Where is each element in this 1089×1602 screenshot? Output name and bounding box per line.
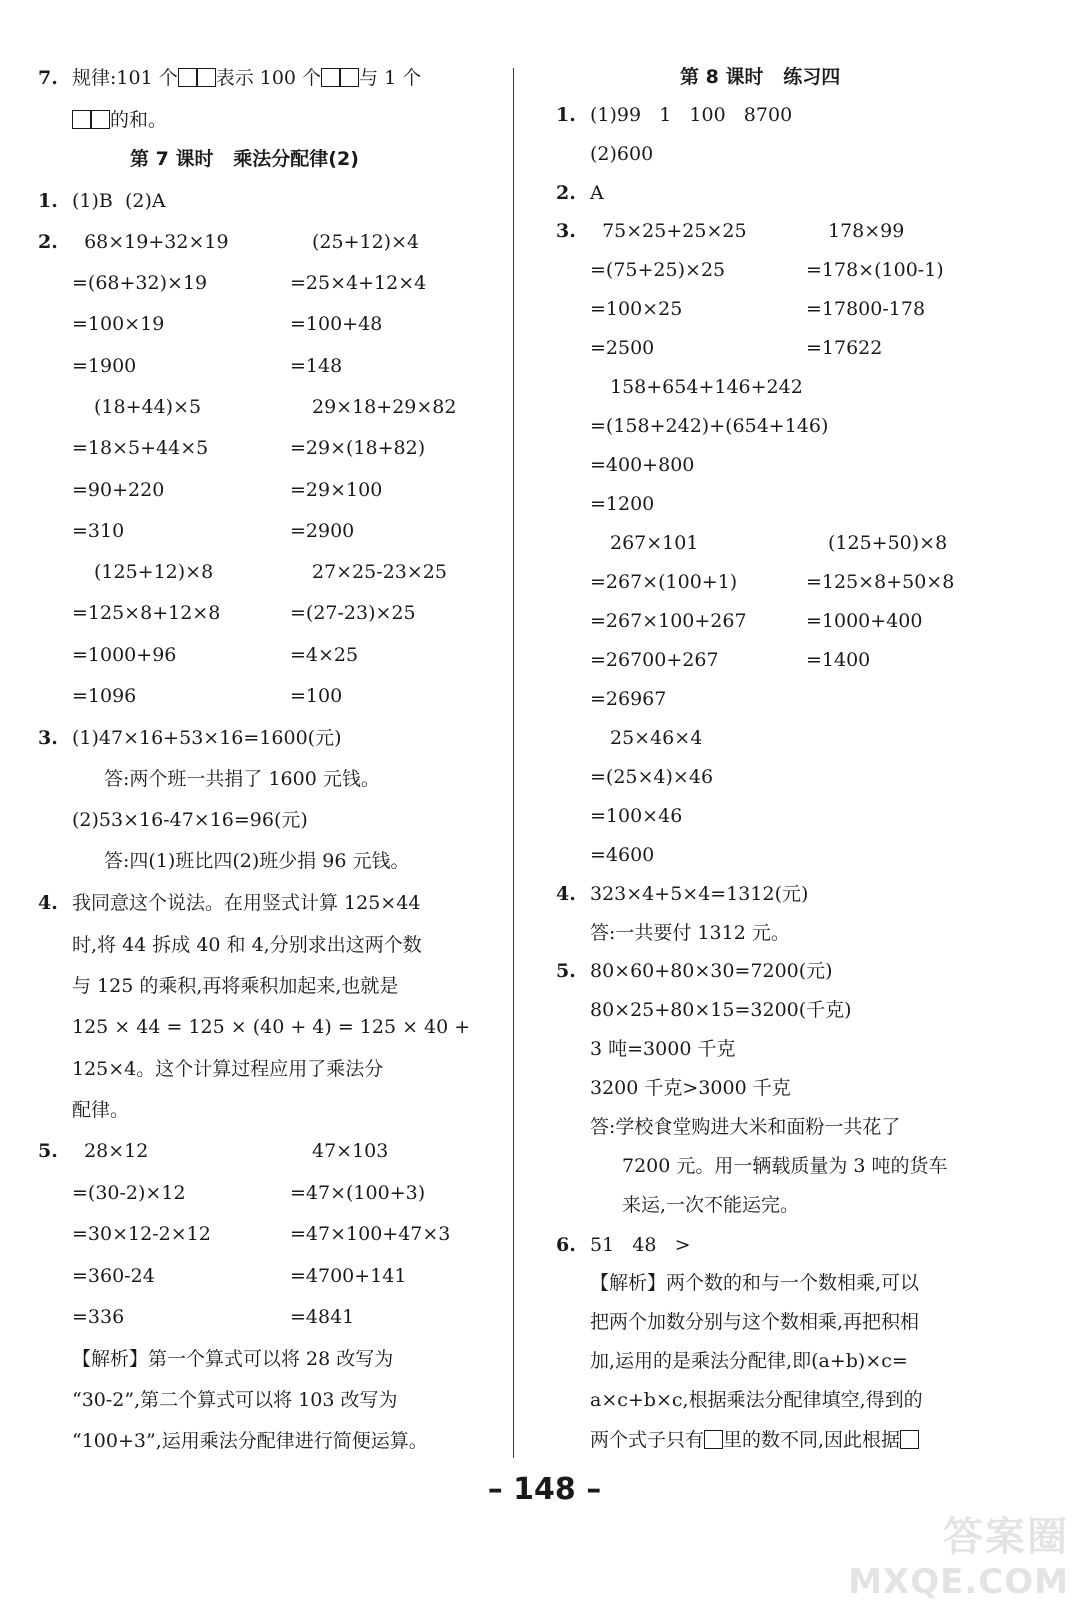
answer-text: =17622 (806, 337, 883, 359)
answer-line (72, 1225, 211, 1244)
answer-line (590, 1313, 919, 1332)
answer-line (590, 924, 790, 943)
blank-box (72, 110, 91, 129)
answer-text: =1200 (590, 493, 655, 515)
answer-text: 时,将 44 拆成 40 和 4,分别求出这两个数 (72, 934, 422, 956)
answer-line (590, 300, 682, 319)
answer-text: 51 48 > (590, 1234, 691, 1256)
answer-text: =400+800 (590, 454, 695, 476)
answer-line (590, 1352, 908, 1371)
answer-text: a×c+b×c,根据乘法分配律填空,得到的 (590, 1389, 923, 1411)
answer-text: “100+3”,运用乘法分配律进行简便运算。 (72, 1430, 428, 1452)
answer-text: =267×100+267 (590, 610, 747, 632)
answer-text: 第 8 课时 练习四 (680, 66, 841, 88)
answer-text: =18×5+44×5 (72, 437, 209, 459)
answer-text: 158+654+146+242 (610, 376, 803, 398)
answer-line (556, 962, 833, 981)
blank-box (704, 1430, 723, 1449)
answer-line (72, 110, 167, 130)
answer-line (38, 729, 341, 748)
answer-line (72, 687, 136, 706)
answer-line (806, 300, 925, 319)
answer-text: 加,运用的是乘法分配律,即(a+b)×c= (590, 1350, 908, 1372)
answer-line (828, 534, 947, 553)
answer-line (72, 936, 422, 955)
answer-text: 【解析】两个数的和与一个数相乘,可以 (590, 1272, 920, 1294)
answer-line (806, 261, 944, 280)
answer-line (72, 811, 308, 830)
answer-text: 68×19+32×19 (72, 231, 229, 253)
answer-line (590, 1391, 923, 1410)
answer-line (94, 398, 201, 417)
column-divider (513, 68, 514, 1458)
answer-text: =125×8+12×8 (72, 602, 221, 624)
answer-text: =47×100+47×3 (290, 1223, 451, 1245)
answer-line (590, 456, 694, 475)
answer-text: =(25×4)×46 (590, 766, 714, 788)
answer-text: 27×25-23×25 (312, 561, 447, 583)
blank-box (197, 68, 216, 87)
answer-line (590, 768, 713, 787)
question-number: 5. (38, 1140, 58, 1162)
page-number: – 148 – (487, 1472, 602, 1507)
answer-text: 与 125 的乘积,再将乘积加起来,也就是 (72, 975, 399, 997)
answer-line (72, 1391, 398, 1410)
answer-line (72, 274, 207, 293)
answer-text: 答:一共要付 1312 元。 (590, 922, 790, 944)
question-number: 2. (38, 231, 58, 253)
answer-text: =(75+25)×25 (590, 259, 726, 281)
answer-text: =100×46 (590, 805, 683, 827)
answer-line (590, 495, 654, 514)
answer-line (312, 233, 419, 252)
answer-text: =4×25 (290, 644, 359, 666)
answer-text: 规律:101 个 表示 100 个 与 1 个 (72, 67, 422, 89)
answer-text: =2500 (590, 337, 655, 359)
answer-line (72, 439, 208, 458)
answer-text: 两个式子只有 里的数不同,因此根据 (590, 1429, 919, 1451)
answer-text: 80×60+80×30=7200(元) (590, 960, 833, 982)
answer-text: 答:两个班一共捐了 1600 元钱。 (104, 768, 380, 790)
question-number: 7. (38, 67, 58, 89)
answer-text: 25×46×4 (610, 727, 703, 749)
answer-line (290, 1308, 354, 1327)
answer-line (72, 1308, 124, 1327)
answer-text: =4600 (590, 844, 655, 866)
answer-line (38, 233, 229, 252)
answer-line (72, 522, 124, 541)
answer-text: =1900 (72, 355, 137, 377)
answer-text: A (590, 182, 604, 204)
answer-line (556, 885, 808, 904)
question-number: 2. (556, 182, 576, 204)
answer-text: “30-2”,第二个算式可以将 103 改写为 (72, 1389, 398, 1411)
answer-line (72, 1267, 155, 1286)
answer-text: =100 (290, 685, 343, 707)
answer-text: =178×(100-1) (806, 259, 944, 281)
section-heading (130, 150, 359, 169)
answer-line (38, 894, 420, 913)
watermark-line-1: 答案圈 (943, 1514, 1069, 1560)
blank-box (340, 68, 359, 87)
answer-text: 323×4+5×4=1312(元) (590, 883, 809, 905)
answer-text: =25×4+12×4 (290, 272, 427, 294)
answer-text: 125 × 44 = 125 × (40 + 4) = 125 × 40 + (72, 1016, 471, 1038)
answer-text: =1000+96 (72, 644, 177, 666)
answer-text: =336 (72, 1306, 125, 1328)
answer-text: =17800-178 (806, 298, 926, 320)
answer-line (590, 612, 747, 631)
answer-line (312, 398, 456, 417)
answer-line (590, 651, 719, 670)
answer-text: (2)600 (590, 143, 654, 165)
answer-line (290, 274, 426, 293)
answer-line (290, 1225, 450, 1244)
answer-text: =90+220 (72, 479, 165, 501)
answer-text: =1096 (72, 685, 137, 707)
answer-text: =30×12-2×12 (72, 1223, 211, 1245)
answer-line (590, 339, 654, 358)
answer-line (72, 1350, 393, 1369)
blank-box (178, 68, 197, 87)
answer-text: =1000+400 (806, 610, 923, 632)
blank-box (321, 68, 340, 87)
watermark-logo (848, 1505, 1069, 1602)
answer-line (556, 222, 747, 241)
question-number: 3. (556, 220, 576, 242)
answer-line (806, 573, 954, 592)
answer-line (290, 357, 342, 376)
answer-line (556, 1236, 691, 1255)
answer-text: =(30-2)×12 (72, 1182, 186, 1204)
answer-text: =29×(18+82) (290, 437, 426, 459)
answer-text: (2)53×16-47×16=96(元) (72, 809, 308, 831)
question-number: 6. (556, 1234, 576, 1256)
answer-line (590, 1001, 852, 1020)
answer-text: 47×103 (312, 1140, 389, 1162)
answer-text: 7200 元。用一辆载质量为 3 吨的货车 (622, 1155, 948, 1177)
answer-text: (1)47×16+53×16=1600(元) (72, 727, 342, 749)
answer-line (290, 1184, 425, 1203)
answer-line (590, 846, 654, 865)
answer-text: =100+48 (290, 313, 383, 335)
answer-text: =100×19 (72, 313, 165, 335)
question-number: 4. (556, 883, 576, 905)
blank-box (900, 1430, 919, 1449)
answer-line (104, 770, 380, 789)
answer-text: 29×18+29×82 (312, 396, 457, 418)
answer-text: 178×99 (828, 220, 905, 242)
answer-line (312, 563, 447, 582)
answer-text: 把两个加数分别与这个数相乘,再把积相 (590, 1311, 920, 1333)
question-number: 4. (38, 892, 58, 914)
answer-text: 3 吨=3000 千克 (590, 1038, 736, 1060)
answer-line (590, 690, 666, 709)
question-number: 3. (38, 727, 58, 749)
answer-line (290, 439, 425, 458)
section-heading (680, 68, 840, 87)
answer-line (590, 573, 737, 592)
answer-line (72, 315, 164, 334)
answer-text: =148 (290, 355, 343, 377)
answer-line (556, 184, 604, 203)
answer-line (806, 612, 922, 631)
answer-line (72, 1184, 186, 1203)
answer-line (104, 852, 410, 871)
answer-line (610, 729, 702, 748)
answer-line (590, 145, 653, 164)
answer-line (72, 1018, 470, 1037)
answer-text: =310 (72, 520, 125, 542)
answer-line (806, 651, 870, 670)
answer-line (610, 378, 803, 397)
answer-line (290, 481, 382, 500)
answer-line (828, 222, 904, 241)
answer-text: (125+50)×8 (828, 532, 948, 554)
answer-line (590, 1118, 900, 1137)
answer-line (312, 1142, 388, 1161)
answer-text: 80×25+80×15=3200(千克) (590, 999, 852, 1021)
question-number: 1. (38, 190, 58, 212)
question-number: 5. (556, 960, 576, 982)
answer-text: 28×12 (72, 1140, 149, 1162)
answer-line (590, 261, 725, 280)
answer-text: =2900 (290, 520, 355, 542)
blank-box (91, 110, 110, 129)
answer-text: 配律。 (72, 1099, 130, 1121)
answer-text: =47×(100+3) (290, 1182, 426, 1204)
answer-text: (18+44)×5 (94, 396, 202, 418)
answer-text: 答:学校食堂购进大米和面粉一共花了 (590, 1116, 901, 1138)
answer-line (622, 1196, 799, 1215)
answer-line (38, 68, 421, 88)
answer-text: =(68+32)×19 (72, 272, 208, 294)
answer-line (290, 604, 416, 623)
answer-text: =26700+267 (590, 649, 719, 671)
answer-text: =100×25 (590, 298, 683, 320)
answer-line (72, 977, 398, 996)
answer-text: 我同意这个说法。在用竖式计算 125×44 (72, 892, 421, 914)
answer-text: 125×4。这个计算过程应用了乘法分 (72, 1058, 384, 1080)
answer-text: 答:四(1)班比四(2)班少捐 96 元钱。 (104, 850, 410, 872)
answer-line (72, 1432, 428, 1451)
answer-line (590, 807, 682, 826)
answer-text: =26967 (590, 688, 667, 710)
answer-line (590, 1040, 735, 1059)
answer-line (622, 1157, 948, 1176)
answer-line (72, 1060, 383, 1079)
answer-text: 3200 千克>3000 千克 (590, 1077, 791, 1099)
question-number: 1. (556, 104, 576, 126)
answer-line (590, 417, 828, 436)
answer-line (290, 522, 354, 541)
answer-line (72, 481, 164, 500)
answer-line (72, 357, 136, 376)
answer-line (38, 1142, 148, 1161)
answer-line (290, 315, 382, 334)
answer-line (290, 687, 342, 706)
answer-text: =267×(100+1) (590, 571, 738, 593)
answer-text: 【解析】第一个算式可以将 28 改写为 (72, 1348, 394, 1370)
answer-text: =125×8+50×8 (806, 571, 955, 593)
answer-text: 75×25+25×25 (590, 220, 747, 242)
answer-line (72, 604, 220, 623)
answer-text: =(27-23)×25 (290, 602, 416, 624)
answer-text: (125+12)×8 (94, 561, 214, 583)
answer-text: =4841 (290, 1306, 355, 1328)
answer-line (590, 1430, 919, 1450)
answer-text: (1)B (2)A (72, 190, 166, 212)
answer-line (556, 106, 792, 125)
answer-line (72, 646, 176, 665)
answer-text: =1400 (806, 649, 871, 671)
answer-line (806, 339, 882, 358)
answer-line (290, 646, 358, 665)
answer-line (590, 1274, 919, 1293)
answer-text: =4700+141 (290, 1265, 407, 1287)
answer-line (38, 192, 166, 211)
answer-line (590, 1079, 791, 1098)
answer-text: 267×101 (610, 532, 699, 554)
answer-text: (25+12)×4 (312, 231, 420, 253)
answer-line (610, 534, 698, 553)
answer-text: 来运,一次不能运完。 (622, 1194, 800, 1216)
answer-text: (1)99 1 100 8700 (590, 104, 793, 126)
answer-text: 第 7 课时 乘法分配律(2) (130, 148, 359, 170)
answer-line (94, 563, 213, 582)
answer-text: 的和。 (72, 109, 167, 131)
answer-line (290, 1267, 406, 1286)
answer-text: =(158+242)+(654+146) (590, 415, 829, 437)
watermark-line-2: MXQE.COM (848, 1562, 1069, 1602)
answer-line (72, 1101, 129, 1120)
answer-text: =29×100 (290, 479, 383, 501)
answer-text: =360-24 (72, 1265, 155, 1287)
